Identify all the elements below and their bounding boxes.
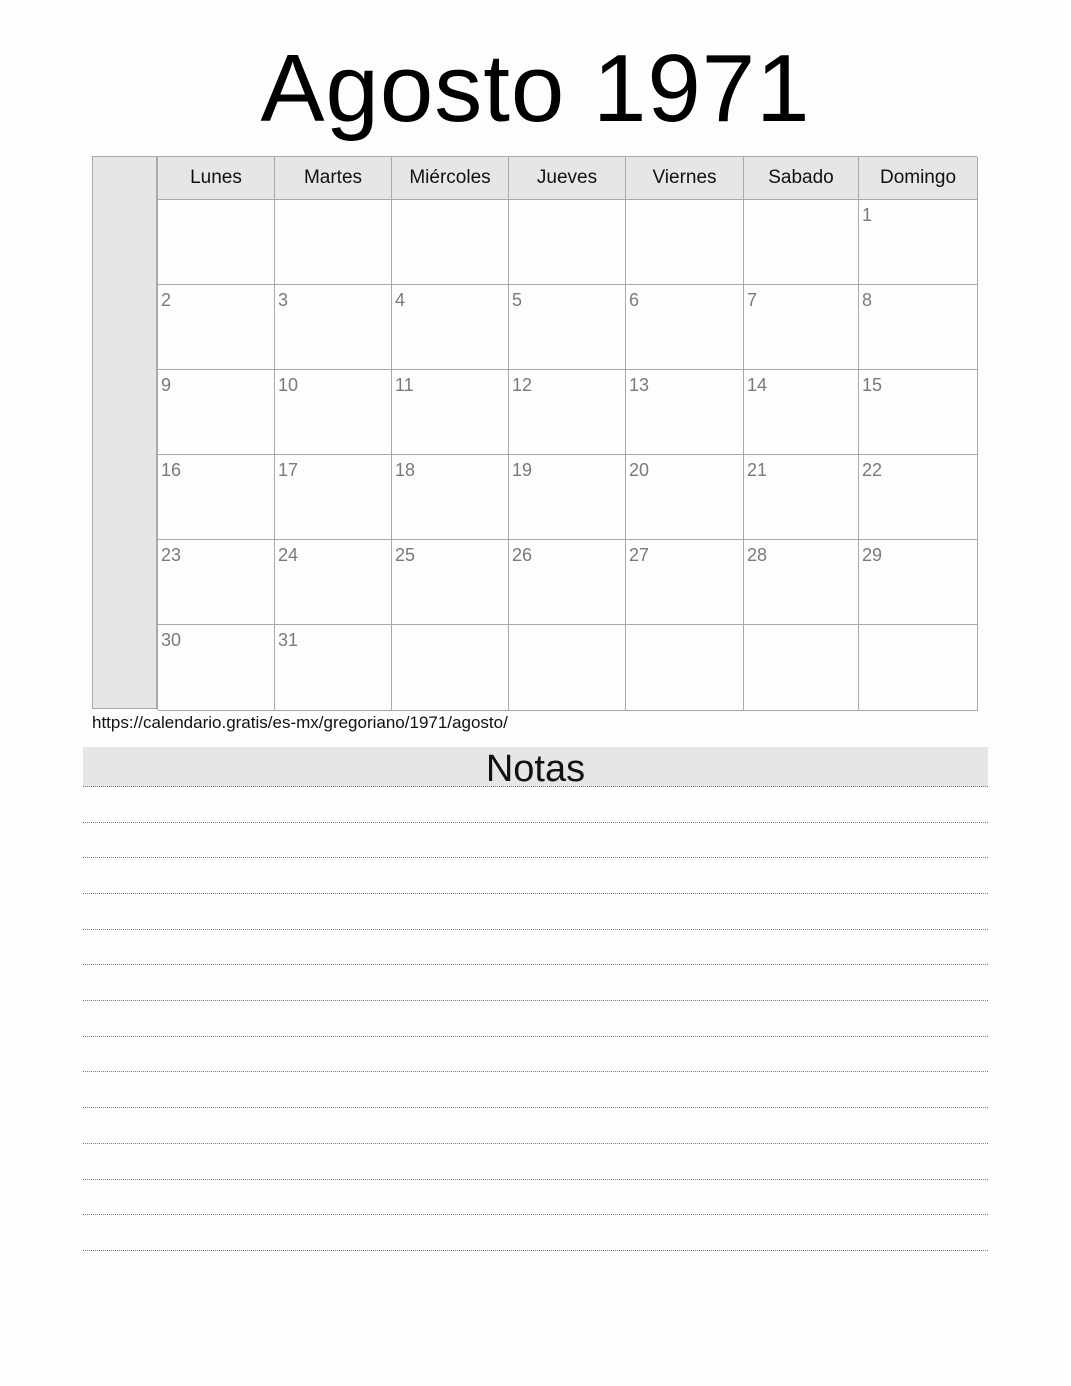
day-cell xyxy=(275,285,392,370)
note-line xyxy=(83,822,988,823)
day-cell xyxy=(509,625,626,711)
day-cell xyxy=(392,540,509,625)
day-number: 24 xyxy=(278,545,299,565)
day-number: 22 xyxy=(862,460,883,480)
day-cell xyxy=(859,540,978,625)
day-cell xyxy=(392,455,509,540)
weekday-header: Viernes xyxy=(626,157,744,200)
note-line xyxy=(83,1179,988,1180)
note-line xyxy=(83,1036,988,1037)
day-number: 8 xyxy=(862,290,873,310)
note-line xyxy=(83,786,988,787)
notes-title: Notas xyxy=(83,747,988,787)
note-line xyxy=(83,964,988,965)
day-number: 11 xyxy=(395,375,414,395)
day-cell xyxy=(392,200,509,285)
day-number: 6 xyxy=(629,290,640,310)
note-line xyxy=(83,857,988,858)
note-line xyxy=(83,1214,988,1215)
day-cell xyxy=(275,455,392,540)
day-number: 20 xyxy=(629,460,650,480)
note-line xyxy=(83,1071,988,1072)
day-cell xyxy=(626,200,744,285)
day-number: 1 xyxy=(862,205,873,225)
day-number: 10 xyxy=(278,375,299,395)
day-cell xyxy=(509,370,626,455)
day-cell xyxy=(392,625,509,711)
weekday-header: Jueves xyxy=(509,157,626,200)
source-url: https://calendario.gratis/es-mx/gregoriano/1971/agosto/ xyxy=(92,713,508,732)
day-cell xyxy=(275,540,392,625)
day-number: 27 xyxy=(629,545,650,565)
day-cell xyxy=(275,200,392,285)
day-cell xyxy=(509,200,626,285)
day-cell xyxy=(158,285,275,370)
weekday-header: Domingo xyxy=(859,157,978,200)
day-cell xyxy=(744,285,859,370)
day-number: 12 xyxy=(512,375,533,395)
day-cell xyxy=(744,370,859,455)
day-number: 9 xyxy=(161,375,172,395)
day-cell xyxy=(859,200,978,285)
weekday-header: Miércoles xyxy=(392,157,509,200)
day-cell xyxy=(859,625,978,711)
day-number: 30 xyxy=(161,630,182,650)
day-cell xyxy=(859,370,978,455)
note-line xyxy=(83,1000,988,1001)
day-number: 4 xyxy=(395,290,406,310)
day-cell xyxy=(626,370,744,455)
day-number: 19 xyxy=(512,460,533,480)
day-cell xyxy=(158,200,275,285)
day-number: 7 xyxy=(747,290,758,310)
day-number: 21 xyxy=(747,460,768,480)
day-number: 2 xyxy=(161,290,172,310)
day-number: 26 xyxy=(512,545,533,565)
day-number: 23 xyxy=(161,545,182,565)
day-cell xyxy=(626,455,744,540)
weekday-header: Sabado xyxy=(744,157,859,200)
day-cell xyxy=(626,285,744,370)
day-number: 18 xyxy=(395,460,416,480)
day-cell xyxy=(158,625,275,711)
day-cell xyxy=(158,370,275,455)
day-cell xyxy=(626,625,744,711)
day-number: 29 xyxy=(862,545,883,565)
day-number: 3 xyxy=(278,290,289,310)
day-cell xyxy=(509,455,626,540)
weekday-header: Martes xyxy=(275,157,392,200)
day-cell xyxy=(509,285,626,370)
day-cell xyxy=(859,455,978,540)
note-line xyxy=(83,1107,988,1108)
note-line xyxy=(83,893,988,894)
day-cell xyxy=(392,370,509,455)
day-cell xyxy=(744,540,859,625)
note-line xyxy=(83,1250,988,1251)
day-cell xyxy=(744,200,859,285)
day-number: 16 xyxy=(161,460,182,480)
day-cell xyxy=(859,285,978,370)
note-line xyxy=(83,929,988,930)
day-number: 31 xyxy=(278,630,299,650)
day-number: 17 xyxy=(278,460,299,480)
day-number: 28 xyxy=(747,545,768,565)
note-line xyxy=(83,1143,988,1144)
day-number: 14 xyxy=(747,375,768,395)
weekday-header: Lunes xyxy=(158,157,275,200)
day-number: 13 xyxy=(629,375,650,395)
day-cell xyxy=(509,540,626,625)
day-cell xyxy=(626,540,744,625)
day-cell xyxy=(744,625,859,711)
day-cell xyxy=(275,370,392,455)
day-cell xyxy=(158,540,275,625)
day-cell xyxy=(744,455,859,540)
day-number: 5 xyxy=(512,290,523,310)
day-number: 15 xyxy=(862,375,883,395)
page-title: Agosto 1971 xyxy=(260,35,811,142)
day-cell xyxy=(158,455,275,540)
day-number: 25 xyxy=(395,545,416,565)
day-cell xyxy=(275,625,392,711)
day-cell xyxy=(392,285,509,370)
week-number-column xyxy=(92,156,157,709)
calendar-grid xyxy=(157,156,977,710)
